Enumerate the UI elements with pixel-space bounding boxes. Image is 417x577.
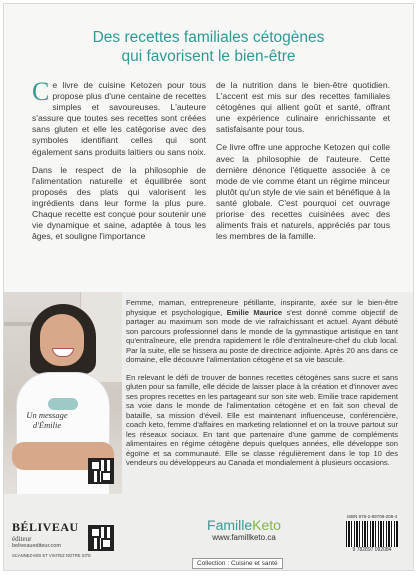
paragraph: Ce livre offre une approche Ketozen qui colle avec la philosophie de l'auteure. Cette dernière dénonce l'étiquette associée à ce mode de vie comme étant un régime minceur plutôt qu'un style de vie sain et bénéfique à la santé globale. C'est pourquoi cet ouvrage priorise des recettes cuisinées avec des aliments frais et naturels, appréciés par tous les membres de la famille.	[216, 142, 390, 242]
description-left-column	[32, 77, 206, 249]
collection-label: Collection : Cuisine et santé	[192, 558, 283, 569]
bio-paragraph: Femme, maman, entrepreneure pétillante, inspirante, axée sur le bien-être physique et psychologique, Emilie Maurice s'est donné comme objectif de partager au maximum son mode de vie rafraichissant et actuel. Ayant débuté son parcours professionnel dans le monde de la gymnastique artistique en tant qu'entraîneure, elle prendra rapidement le rôle d'entraîneure-chef du club local. Par la suite, elle se hissera au poste de directrice adjointe. Après 20 ans dans ce domaine, elle découvre l'alimentation cétogène et sa vie bascule.	[126, 298, 398, 364]
paragraph-text: e livre de cuisine Ketozen pour tous propose plus d'une centaine de recettes simples et savoureuses. L'auteure s'assure que toutes ses recettes sont créées sans gluten et elle les catégorise avec des symboles identifiant celles qui sont également sans produits laitiers ou sans noix.	[32, 80, 206, 157]
famille-keto-logo	[184, 517, 304, 542]
paragraph: Dans le respect de la philosophie de l'alimentation naturelle et équilibrée sont proposés des plats qui valorisent les ingrédients dans leur forme la plus pure. Chaque recette est conçue pour soutenir une vie dynamique et saine, adaptée à tous les âges, et souligne l'importance	[32, 164, 206, 242]
scan-caption: SCANNEZ-MOI ET VISITEZ NOTRE SITE	[12, 553, 92, 558]
paragraph: de la nutrition dans le bien-être quotidien. L'accent est mis sur des recettes familiales cétogènes qui allient goût et santé, offrant une expérience culinaire enrichissante et satisfaisante pour tous.	[216, 80, 390, 135]
bio-paragraph: En relevant le défi de trouver de bonnes recettes cétogènes sans sucre et sans gluten pour sa famille, elle décide de laisser place à la création et d'innover avec ses propres recettes en les partageant sur son site web. Emilie trace rapidement sa voie dans le monde de l'alimentation cétogène et en fait son cheval de bataille, sa mission d'éveil. Elle est maintenant influenceuse, conférencière, coach keto, femme d'affaires en marketing relationnel et on la trouve partout sur les réseaux sociaux. En tant que partenaire d'une gamme de compléments alimentaires en régime cétogène depuis quelques années, elle développe son égoïne et sa communauté. Elle se classe régulièrement dans le top 10 des vendeurs ou développeurs au Canada et mondialement à plusieurs occasions.	[126, 372, 398, 467]
author-qr-code[interactable]	[88, 458, 114, 484]
author-section	[4, 292, 413, 571]
publisher-qr-code[interactable]	[88, 525, 114, 551]
author-name: Emilie Maurice	[226, 307, 283, 317]
cover-title	[4, 28, 413, 66]
publisher-logo: BÉLIVEAU	[12, 520, 79, 534]
title-line-2: qui favorisent le bien-être	[121, 48, 296, 65]
isbn-barcode	[346, 514, 398, 553]
barcode-number: 9 782897 092084	[352, 547, 392, 553]
barcode	[346, 521, 398, 547]
dropcap-letter: C	[32, 77, 50, 106]
isbn-number: ISBN 978-2-89708-208-4	[346, 514, 398, 519]
publisher-website: beliveauediteur.com	[12, 543, 61, 549]
brand-name: FamilleKeto	[207, 517, 281, 533]
back-cover	[3, 3, 414, 571]
publisher-subtitle: éditeur	[12, 535, 32, 543]
author-message-label: Un message d'Émilie	[26, 410, 68, 430]
paragraph	[32, 77, 206, 158]
brand-url[interactable]: www.famillketo.ca	[212, 533, 276, 542]
title-line-1: Des recettes familiales cétogènes	[92, 29, 325, 46]
author-bio	[126, 298, 398, 476]
description-right-column	[216, 80, 390, 249]
